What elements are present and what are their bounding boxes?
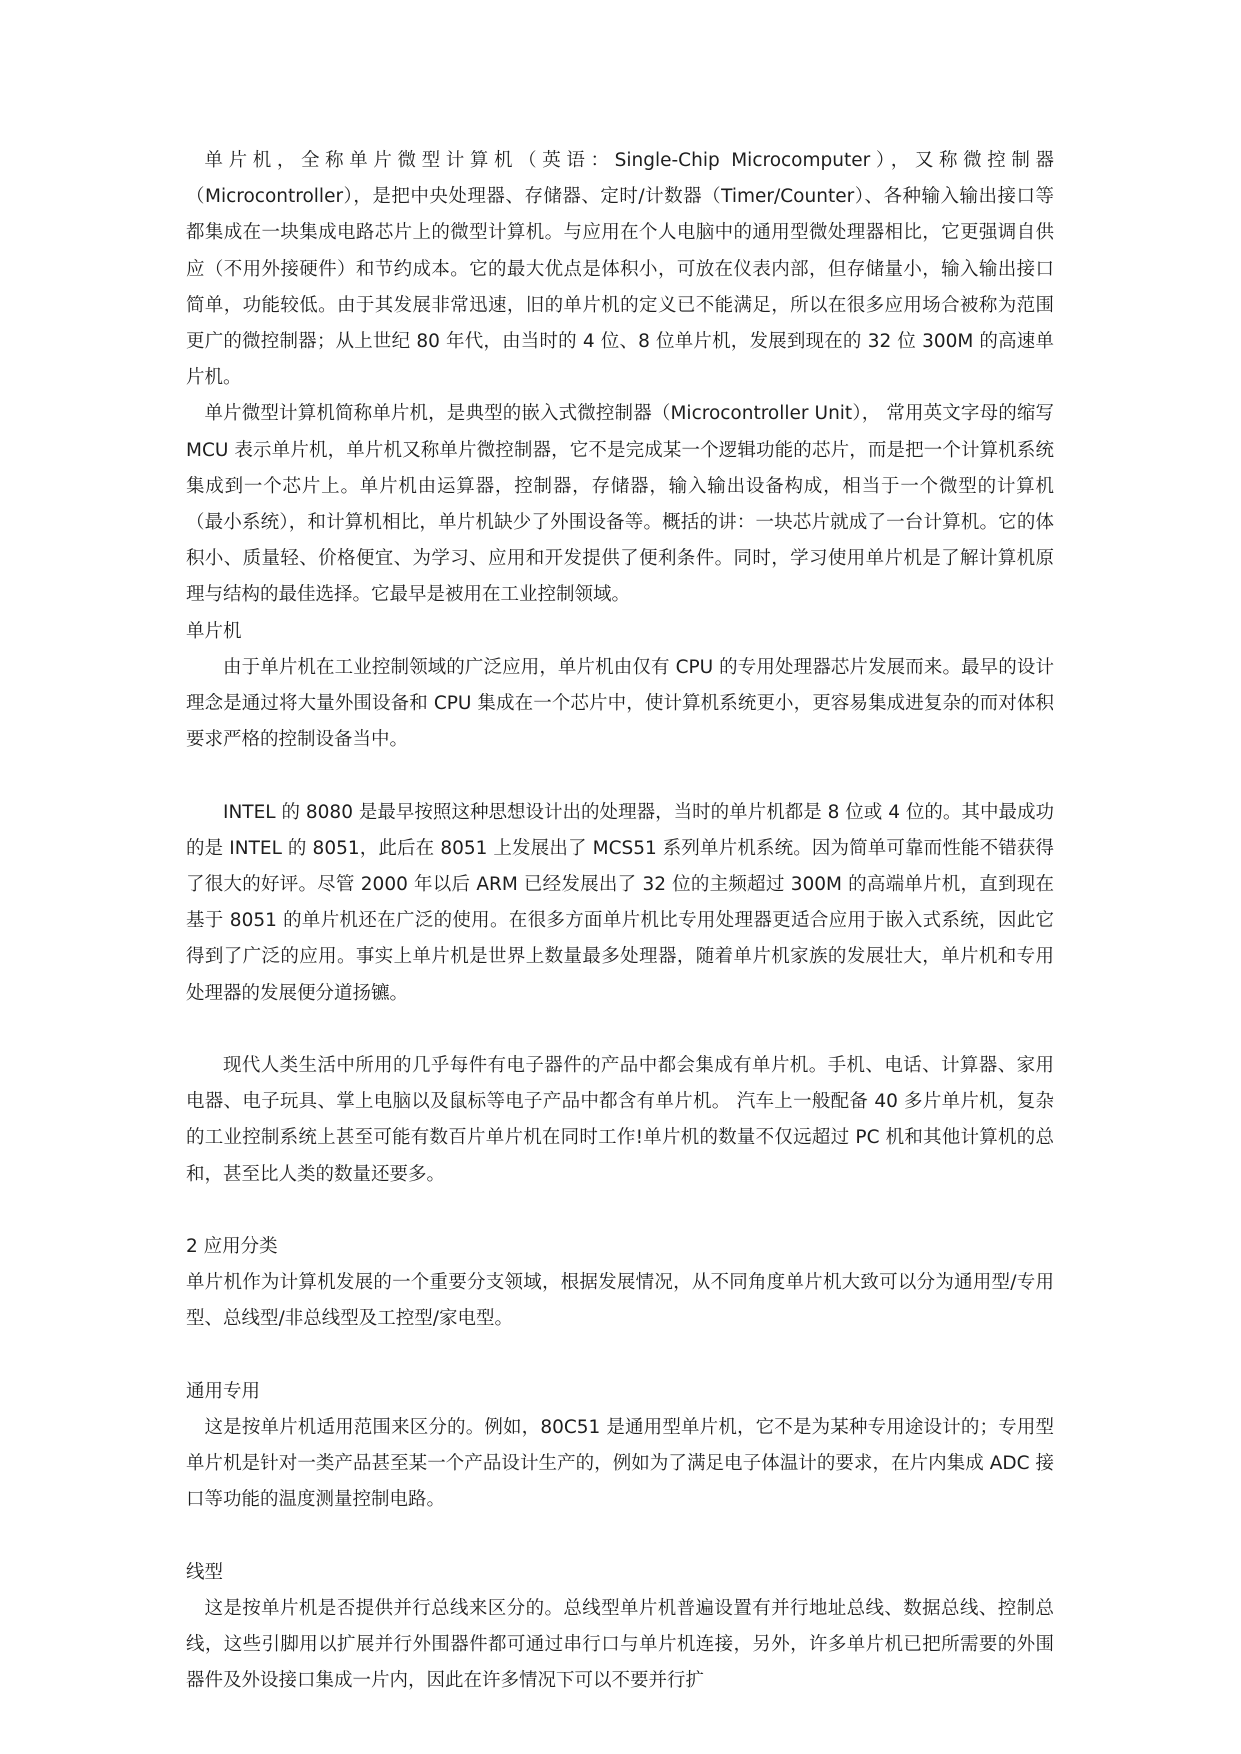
classification-paragraph: 单片机作为计算机发展的一个重要分支领域，根据发展情况，从不同角度单片机大致可以分为通用型/专用型、总线型/非总线型及工控型/家电型。 [186,1272,1054,1330]
section-heading-bus-type: 线型 [186,1561,224,1583]
blank-line [186,1338,1054,1374]
blank-line [186,758,1054,794]
blank-line [186,1193,1054,1229]
mcu-definition-paragraph: 单片微型计算机简称单片机，是典型的嵌入式微控制器（Microcontroller Unit）， 常用英文字母的缩写 MCU 表示单片机，单片机又称单片微控制器，它不是完成某一个逻辑功能的芯片，而是把一个计算机系统集成到一个芯片上。单片机由运算器，控制器，存储器，输入输出设备构成，相当于一个微型的计算机（最小系统），和计算机相比，单片机缺少了外围设备等。概括的讲：一块芯片就成了一台计算机。它的体积小、质量轻、价格便宜、为学习、应用和开发提供了便利条件。同时，学习使用单片机是了解计算机原理与结构的最佳选择。它最早是被用在工业控制领域。 [186,403,1054,606]
blank-line [186,1012,1054,1048]
document-body [186,143,1054,1700]
modern-usage-paragraph: 现代人类生活中所用的几乎每件有电子器件的产品中都会集成有单片机。手机、电话、计算器、家用电器、电子玩具、掌上电脑以及鼠标等电子产品中都含有单片机。 汽车上一般配备 40 多片单片机，复杂的工业控制系统上甚至可能有数百片单片机在同时工作!单片机的数量不仅远超过 PC 机和其他计算机的总和，甚至比人类的数量还要多。 [186,1055,1054,1185]
intel-8080-paragraph: INTEL 的 8080 是最早按照这种思想设计出的处理器，当时的单片机都是 8 位或 4 位的。其中最成功的是 INTEL 的 8051，此后在 8051 上发展出了 MCS51 系列单片机系统。因为简单可靠而性能不错获得了很大的好评。尽管 2000 年以后 ARM 已经发展出了 32 位的主频超过 300M 的高端单片机，直到现在基于 8051 的单片机还在广泛的使用。在很多方面单片机比专用处理器更适合应用于嵌入式系统，因此它得到了广泛的应用。事实上单片机是世界上数量最多处理器，随着单片机家族的发展壮大，单片机和专用处理器的发展便分道扬镳。 [186,801,1054,1004]
blank-line [186,1519,1054,1555]
section-heading-general-special: 通用专用 [186,1380,261,1402]
history-paragraph: 由于单片机在工业控制领域的广泛应用，单片机由仅有 CPU 的专用处理器芯片发展而来。最早的设计理念是通过将大量外围设备和 CPU 集成在一个芯片中，使计算机系统更小，更容易集成进复杂的而对体积要求严格的控制设备当中。 [186,656,1054,751]
general-special-paragraph: 这是按单片机适用范围来区分的。例如，80C51 是通用型单片机，它不是为某种专用途设计的；专用型单片机是针对一类产品甚至某一个产品设计生产的，例如为了满足电子体温计的要求，在片内集成 ADC 接口等功能的温度测量控制电路。 [186,1417,1054,1511]
section-heading-classification: 2 应用分类 [186,1236,278,1258]
section-heading-mcu: 单片机 [186,620,242,642]
bus-type-paragraph: 这是按单片机是否提供并行总线来区分的。总线型单片机普遍设置有并行地址总线、数据总线、控制总线，这些引脚用以扩展并行外围器件都可通过串行口与单片机连接，另外，许多单片机已把所需要的外围器件及外设接口集成一片内，因此在许多情况下可以不要并行扩 [186,1598,1054,1692]
intro-paragraph: 单片机，全称单片微型计算机（英语：Single-Chip Microcomputer），又称微控制器（Microcontroller），是把中央处理器、存储器、定时/计数器（Timer/Counter）、各种输入输出接口等都集成在一块集成电路芯片上的微型计算机。与应用在个人电脑中的通用型微处理器相比，它更强调自供应（不用外接硬件）和节约成本。它的最大优点是体积小，可放在仪表内部，但存储量小，输入输出接口简单，功能较低。由于其发展非常迅速，旧的单片机的定义已不能满足，所以在很多应用场合被称为范围更广的微控制器；从上世纪 80 年代，由当时的 4 位、8 位单片机，发展到现在的 32 位 300M 的高速单片机。 [186,150,1054,389]
